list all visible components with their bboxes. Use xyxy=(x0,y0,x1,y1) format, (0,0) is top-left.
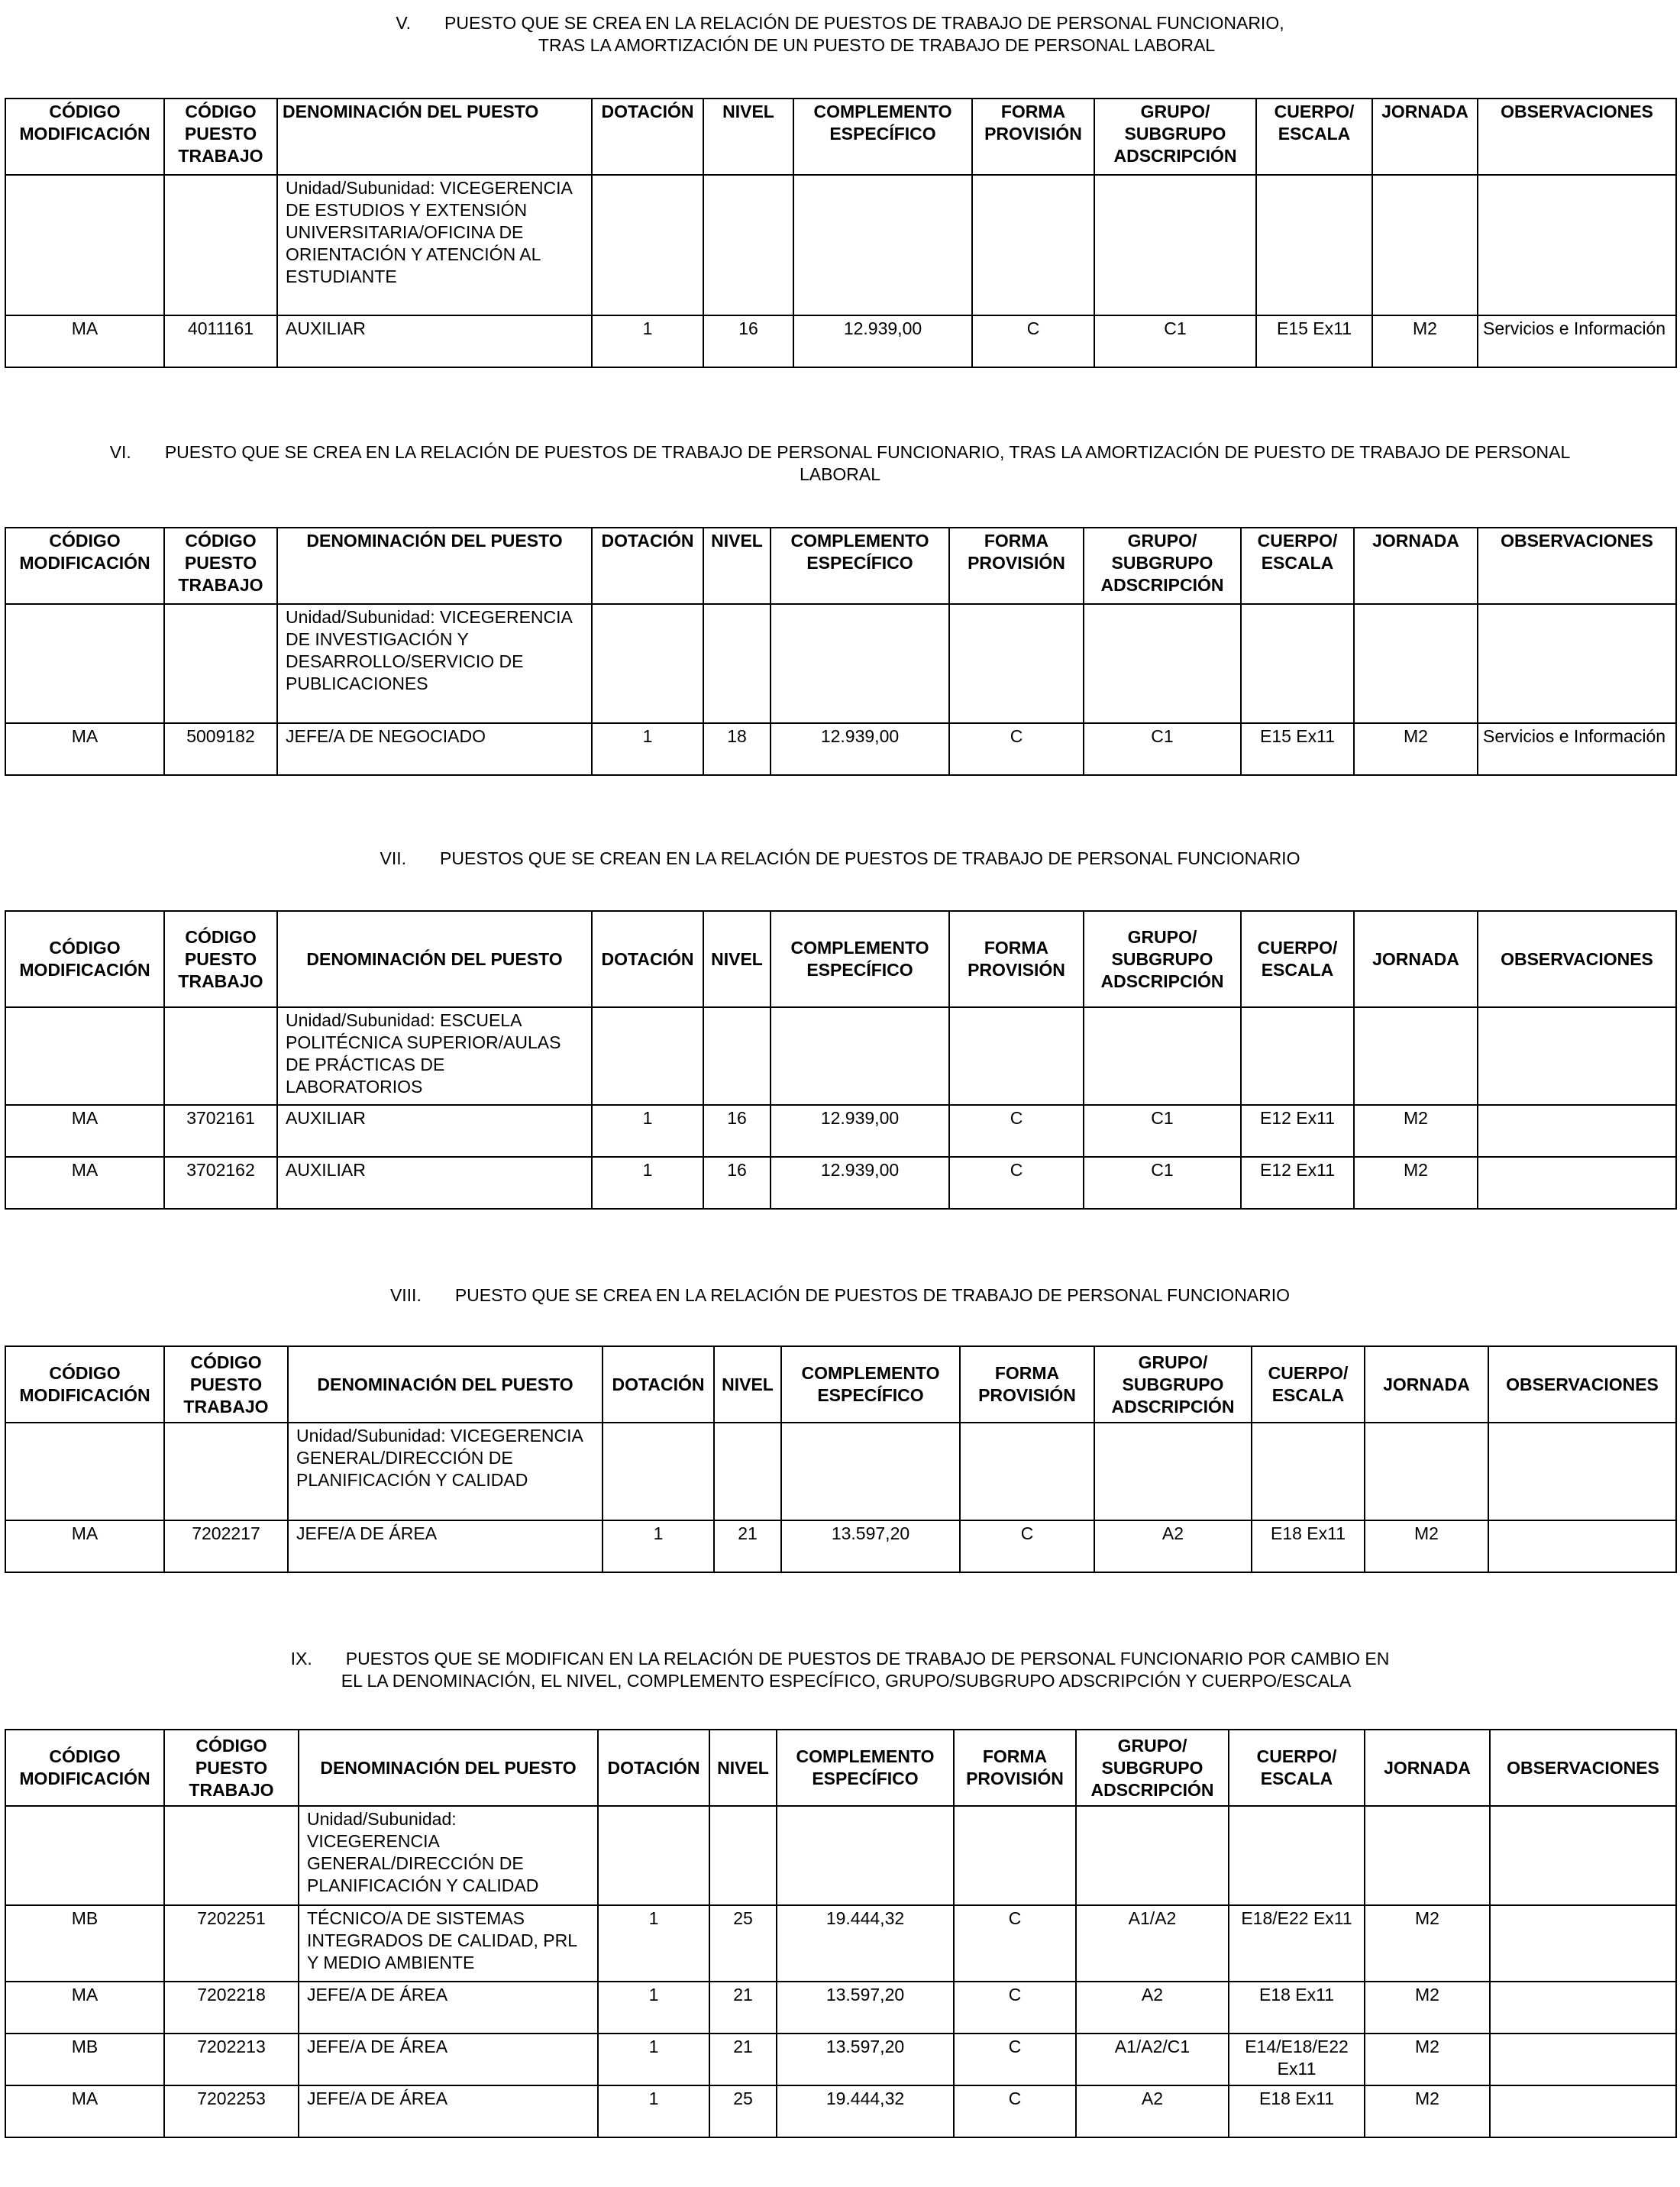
header-denominacion: DENOMINACIÓN DEL PUESTO xyxy=(288,1346,603,1423)
cell-nivel: 16 xyxy=(703,1105,771,1157)
unit-row xyxy=(5,604,1676,723)
header-jornada: JORNADA xyxy=(1354,528,1478,604)
cell-dotacion: 1 xyxy=(598,1982,709,2034)
cell-nivel: 21 xyxy=(714,1520,781,1572)
table-row xyxy=(5,1105,1676,1157)
cell-forma: C xyxy=(949,723,1084,775)
cell-denominacion: JEFE/A DE ÁREA xyxy=(299,1982,598,2034)
header-codigo-modificacion: CÓDIGO MODIFICACIÓN xyxy=(5,1346,164,1423)
header-codigo-puesto: CÓDIGO PUESTO TRABAJO xyxy=(164,1346,288,1423)
cell-observaciones xyxy=(1488,1520,1676,1572)
header-codigo-puesto: CÓDIGO PUESTO TRABAJO xyxy=(164,528,277,604)
table-section-ix xyxy=(5,1729,1677,2138)
section-number: VI. xyxy=(109,442,131,462)
header-codigo-modificacion: CÓDIGO MODIFICACIÓN xyxy=(5,1730,164,1806)
header-nivel: NIVEL xyxy=(703,528,771,604)
cell-observaciones xyxy=(1490,2034,1676,2085)
cell-cod-puesto: 7202253 xyxy=(164,2085,299,2137)
cell-jornada: M2 xyxy=(1365,1982,1490,2034)
header-grupo: GRUPO/ SUBGRUPO ADSCRIPCIÓN xyxy=(1094,99,1256,175)
cell-dotacion: 1 xyxy=(592,1105,703,1157)
header-grupo: GRUPO/ SUBGRUPO ADSCRIPCIÓN xyxy=(1076,1730,1229,1806)
cell-nivel: 18 xyxy=(703,723,771,775)
cell-cod-puesto: 7202251 xyxy=(164,1905,299,1982)
header-dotacion: DOTACIÓN xyxy=(603,1346,714,1423)
unit-cell: Unidad/Subunidad: VICEGERENCIA DE ESTUDIOS Y EXTENSIÓN UNIVERSITARIA/OFICINA DE ORIENTACIÓN Y ATENCIÓN AL ESTUDIANTE xyxy=(277,175,592,315)
cell-denominacion: JEFE/A DE ÁREA xyxy=(288,1520,603,1572)
cell-nivel: 25 xyxy=(709,2085,777,2137)
header-codigo-modificacion: CÓDIGO MODIFICACIÓN xyxy=(5,528,164,604)
cell-dotacion: 1 xyxy=(598,2085,709,2137)
header-observaciones: OBSERVACIONES xyxy=(1488,1346,1676,1423)
cell-grupo: A2 xyxy=(1076,1982,1229,2034)
header-forma: FORMA PROVISIÓN xyxy=(949,911,1084,1007)
cell-cod-mod: MB xyxy=(5,2034,164,2085)
cell-cod-mod: MA xyxy=(5,1157,164,1209)
table-header-row xyxy=(5,911,1676,1007)
header-nivel: NIVEL xyxy=(709,1730,777,1806)
header-nivel: NIVEL xyxy=(714,1346,781,1423)
header-complemento: COMPLEMENTO ESPECÍFICO xyxy=(781,1346,960,1423)
cell-cod-puesto: 3702162 xyxy=(164,1157,277,1209)
cell-dotacion: 1 xyxy=(598,2034,709,2085)
cell-cuerpo: E15 Ex11 xyxy=(1256,315,1372,367)
cell-dotacion: 1 xyxy=(592,1157,703,1209)
cell-denominacion: AUXILIAR xyxy=(277,315,592,367)
cell-forma: C xyxy=(954,2085,1076,2137)
cell-nivel: 16 xyxy=(703,1157,771,1209)
header-codigo-puesto: CÓDIGO PUESTO TRABAJO xyxy=(164,1730,299,1806)
table-row xyxy=(5,2085,1676,2137)
cell-complemento: 12.939,00 xyxy=(771,1157,949,1209)
section-title-line2: LABORAL xyxy=(799,464,881,484)
header-denominacion: DENOMINACIÓN DEL PUESTO xyxy=(277,911,592,1007)
section-title-line1: PUESTO QUE SE CREA EN LA RELACIÓN DE PUESTOS DE TRABAJO DE PERSONAL FUNCIONARIO xyxy=(454,1285,1291,1305)
header-grupo: GRUPO/ SUBGRUPO ADSCRIPCIÓN xyxy=(1084,528,1241,604)
table-header-row xyxy=(5,99,1676,175)
table-row xyxy=(5,723,1676,775)
section-ix-title xyxy=(0,1648,1680,1692)
header-codigo-modificacion: CÓDIGO MODIFICACIÓN xyxy=(5,99,164,175)
header-dotacion: DOTACIÓN xyxy=(592,911,703,1007)
header-denominacion: DENOMINACIÓN DEL PUESTO xyxy=(277,99,592,175)
header-grupo: GRUPO/ SUBGRUPO ADSCRIPCIÓN xyxy=(1084,911,1241,1007)
table-section-vii xyxy=(5,910,1677,1210)
cell-observaciones xyxy=(1478,1157,1676,1209)
unit-row xyxy=(5,1007,1676,1105)
cell-nivel: 21 xyxy=(709,2034,777,2085)
header-cuerpo: CUERPO/ ESCALA xyxy=(1229,1730,1365,1806)
cell-denominacion: JEFE/A DE ÁREA xyxy=(299,2085,598,2137)
header-forma: FORMA PROVISIÓN xyxy=(972,99,1094,175)
table-header-row xyxy=(5,528,1676,604)
section-title-line2: TRAS LA AMORTIZACIÓN DE UN PUESTO DE TRABAJO DE PERSONAL LABORAL xyxy=(538,35,1216,55)
header-complemento: COMPLEMENTO ESPECÍFICO xyxy=(771,911,949,1007)
cell-complemento: 19.444,32 xyxy=(777,1905,954,1982)
cell-observaciones xyxy=(1490,1982,1676,2034)
header-denominacion: DENOMINACIÓN DEL PUESTO xyxy=(277,528,592,604)
header-jornada: JORNADA xyxy=(1354,911,1478,1007)
cell-dotacion: 1 xyxy=(592,315,703,367)
cell-forma: C xyxy=(949,1105,1084,1157)
header-observaciones: OBSERVACIONES xyxy=(1478,528,1676,604)
cell-dotacion: 1 xyxy=(598,1905,709,1982)
cell-jornada: M2 xyxy=(1365,2085,1490,2137)
header-complemento: COMPLEMENTO ESPECÍFICO xyxy=(793,99,972,175)
cell-denominacion: JEFE/A DE ÁREA xyxy=(299,2034,598,2085)
cell-grupo: A2 xyxy=(1094,1520,1252,1572)
cell-grupo: A1/A2 xyxy=(1076,1905,1229,1982)
cell-denominacion: AUXILIAR xyxy=(277,1157,592,1209)
header-observaciones: OBSERVACIONES xyxy=(1478,99,1676,175)
header-cuerpo: CUERPO/ ESCALA xyxy=(1256,99,1372,175)
cell-grupo: A1/A2/C1 xyxy=(1076,2034,1229,2085)
cell-grupo: C1 xyxy=(1084,1157,1241,1209)
cell-jornada: M2 xyxy=(1354,1105,1478,1157)
section-vii-title xyxy=(0,848,1680,870)
unit-cell: Unidad/Subunidad: ESCUELA POLITÉCNICA SUPERIOR/AULAS DE PRÁCTICAS DE LABORATORIOS xyxy=(277,1007,592,1105)
cell-nivel: 25 xyxy=(709,1905,777,1982)
table-header-row xyxy=(5,1730,1676,1806)
cell-cuerpo: E15 Ex11 xyxy=(1241,723,1354,775)
cell-jornada: M2 xyxy=(1354,1157,1478,1209)
header-jornada: JORNADA xyxy=(1365,1346,1488,1423)
section-number: VII. xyxy=(380,848,407,868)
cell-jornada: M2 xyxy=(1365,1520,1488,1572)
cell-cod-puesto: 7202217 xyxy=(164,1520,288,1572)
cell-cod-mod: MA xyxy=(5,723,164,775)
cell-jornada: M2 xyxy=(1372,315,1478,367)
unit-cell: Unidad/Subunidad: VICEGERENCIA GENERAL/DIRECCIÓN DE PLANIFICACIÓN Y CALIDAD xyxy=(299,1806,598,1905)
cell-cuerpo: E18/E22 Ex11 xyxy=(1229,1905,1365,1982)
header-complemento: COMPLEMENTO ESPECÍFICO xyxy=(771,528,949,604)
cell-cod-puesto: 7202213 xyxy=(164,2034,299,2085)
header-cuerpo: CUERPO/ ESCALA xyxy=(1241,528,1354,604)
header-nivel: NIVEL xyxy=(703,99,793,175)
table-section-viii xyxy=(5,1345,1677,1573)
cell-grupo: C1 xyxy=(1084,723,1241,775)
cell-complemento: 12.939,00 xyxy=(771,723,949,775)
table-row xyxy=(5,2034,1676,2085)
cell-forma: C xyxy=(954,1982,1076,2034)
cell-forma: C xyxy=(954,2034,1076,2085)
cell-denominacion: TÉCNICO/A DE SISTEMAS INTEGRADOS DE CALIDAD, PRL Y MEDIO AMBIENTE xyxy=(299,1905,598,1982)
cell-cod-mod: MA xyxy=(5,1105,164,1157)
section-title-line1: PUESTOS QUE SE MODIFICAN EN LA RELACIÓN DE PUESTOS DE TRABAJO DE PERSONAL FUNCIONARIO POR CAMBIO EN xyxy=(345,1649,1390,1669)
header-denominacion: DENOMINACIÓN DEL PUESTO xyxy=(299,1730,598,1806)
cell-nivel: 16 xyxy=(703,315,793,367)
section-number: V. xyxy=(396,13,412,33)
header-observaciones: OBSERVACIONES xyxy=(1490,1730,1676,1806)
cell-observaciones: Servicios e Información xyxy=(1478,315,1676,367)
section-title-line1: PUESTO QUE SE CREA EN LA RELACIÓN DE PUESTOS DE TRABAJO DE PERSONAL FUNCIONARIO, TRAS LA AMORTIZACIÓN DE PUESTO DE TRABAJO DE PERSONAL xyxy=(164,442,1571,462)
cell-complemento: 19.444,32 xyxy=(777,2085,954,2137)
cell-jornada: M2 xyxy=(1354,723,1478,775)
cell-grupo: C1 xyxy=(1084,1105,1241,1157)
cell-complemento: 13.597,20 xyxy=(781,1520,960,1572)
cell-dotacion: 1 xyxy=(592,723,703,775)
section-v-title xyxy=(0,12,1680,57)
header-codigo-modificacion: CÓDIGO MODIFICACIÓN xyxy=(5,911,164,1007)
header-codigo-puesto: CÓDIGO PUESTO TRABAJO xyxy=(164,911,277,1007)
header-jornada: JORNADA xyxy=(1372,99,1478,175)
cell-forma: C xyxy=(949,1157,1084,1209)
cell-cod-mod: MA xyxy=(5,1520,164,1572)
cell-cod-mod: MA xyxy=(5,1982,164,2034)
table-header-row xyxy=(5,1346,1676,1423)
unit-cell: Unidad/Subunidad: VICEGERENCIA DE INVESTIGACIÓN Y DESARROLLO/SERVICIO DE PUBLICACIONES xyxy=(277,604,592,723)
table-row xyxy=(5,1520,1676,1572)
cell-forma: C xyxy=(972,315,1094,367)
cell-complemento: 12.939,00 xyxy=(771,1105,949,1157)
cell-observaciones: Servicios e Información xyxy=(1478,723,1676,775)
header-codigo-puesto: CÓDIGO PUESTO TRABAJO xyxy=(164,99,277,175)
header-forma: FORMA PROVISIÓN xyxy=(954,1730,1076,1806)
unit-row xyxy=(5,1806,1676,1905)
section-number: IX. xyxy=(290,1649,312,1669)
header-complemento: COMPLEMENTO ESPECÍFICO xyxy=(777,1730,954,1806)
header-dotacion: DOTACIÓN xyxy=(598,1730,709,1806)
header-nivel: NIVEL xyxy=(703,911,771,1007)
unit-cell: Unidad/Subunidad: VICEGERENCIA GENERAL/DIRECCIÓN DE PLANIFICACIÓN Y CALIDAD xyxy=(288,1423,603,1520)
cell-denominacion: JEFE/A DE NEGOCIADO xyxy=(277,723,592,775)
cell-observaciones xyxy=(1490,2085,1676,2137)
cell-forma: C xyxy=(960,1520,1094,1572)
table-row xyxy=(5,1157,1676,1209)
cell-cod-puesto: 7202218 xyxy=(164,1982,299,2034)
section-title-line2: EL LA DENOMINACIÓN, EL NIVEL, COMPLEMENTO ESPECÍFICO, GRUPO/SUBGRUPO ADSCRIPCIÓN Y CUERPO/ESCALA xyxy=(341,1671,1352,1691)
table-section-v xyxy=(5,98,1677,368)
header-dotacion: DOTACIÓN xyxy=(592,528,703,604)
cell-cuerpo: E12 Ex11 xyxy=(1241,1105,1354,1157)
cell-jornada: M2 xyxy=(1365,2034,1490,2085)
table-row xyxy=(5,315,1676,367)
cell-cuerpo: E18 Ex11 xyxy=(1252,1520,1365,1572)
unit-row xyxy=(5,175,1676,315)
cell-complemento: 13.597,20 xyxy=(777,1982,954,2034)
cell-cod-puesto: 4011161 xyxy=(164,315,277,367)
cell-forma: C xyxy=(954,1905,1076,1982)
table-section-vi xyxy=(5,527,1677,776)
unit-row xyxy=(5,1423,1676,1520)
header-observaciones: OBSERVACIONES xyxy=(1478,911,1676,1007)
header-grupo: GRUPO/ SUBGRUPO ADSCRIPCIÓN xyxy=(1094,1346,1252,1423)
cell-observaciones xyxy=(1478,1105,1676,1157)
section-viii-title xyxy=(0,1284,1680,1307)
table-row xyxy=(5,1905,1676,1982)
header-forma: FORMA PROVISIÓN xyxy=(960,1346,1094,1423)
cell-dotacion: 1 xyxy=(603,1520,714,1572)
section-title-line1: PUESTOS QUE SE CREAN EN LA RELACIÓN DE PUESTOS DE TRABAJO DE PERSONAL FUNCIONARIO xyxy=(440,848,1300,868)
header-cuerpo: CUERPO/ ESCALA xyxy=(1252,1346,1365,1423)
header-forma: FORMA PROVISIÓN xyxy=(949,528,1084,604)
cell-cuerpo: E18 Ex11 xyxy=(1229,1982,1365,2034)
section-title-line1: PUESTO QUE SE CREA EN LA RELACIÓN DE PUESTOS DE TRABAJO DE PERSONAL FUNCIONARIO, xyxy=(444,13,1284,33)
cell-cuerpo: E14/E18/E22 Ex11 xyxy=(1229,2034,1365,2085)
cell-grupo: C1 xyxy=(1094,315,1256,367)
header-cuerpo: CUERPO/ ESCALA xyxy=(1241,911,1354,1007)
cell-nivel: 21 xyxy=(709,1982,777,2034)
cell-cod-mod: MA xyxy=(5,2085,164,2137)
cell-cod-mod: MB xyxy=(5,1905,164,1982)
cell-cod-mod: MA xyxy=(5,315,164,367)
cell-cod-puesto: 5009182 xyxy=(164,723,277,775)
section-number: VIII. xyxy=(389,1285,422,1305)
cell-observaciones xyxy=(1490,1905,1676,1982)
cell-grupo: A2 xyxy=(1076,2085,1229,2137)
cell-cuerpo: E18 Ex11 xyxy=(1229,2085,1365,2137)
header-dotacion: DOTACIÓN xyxy=(592,99,703,175)
table-row xyxy=(5,1982,1676,2034)
cell-complemento: 12.939,00 xyxy=(793,315,972,367)
cell-jornada: M2 xyxy=(1365,1905,1490,1982)
section-vi-title xyxy=(0,441,1680,486)
header-jornada: JORNADA xyxy=(1365,1730,1490,1806)
cell-cod-puesto: 3702161 xyxy=(164,1105,277,1157)
cell-complemento: 13.597,20 xyxy=(777,2034,954,2085)
cell-cuerpo: E12 Ex11 xyxy=(1241,1157,1354,1209)
cell-denominacion: AUXILIAR xyxy=(277,1105,592,1157)
